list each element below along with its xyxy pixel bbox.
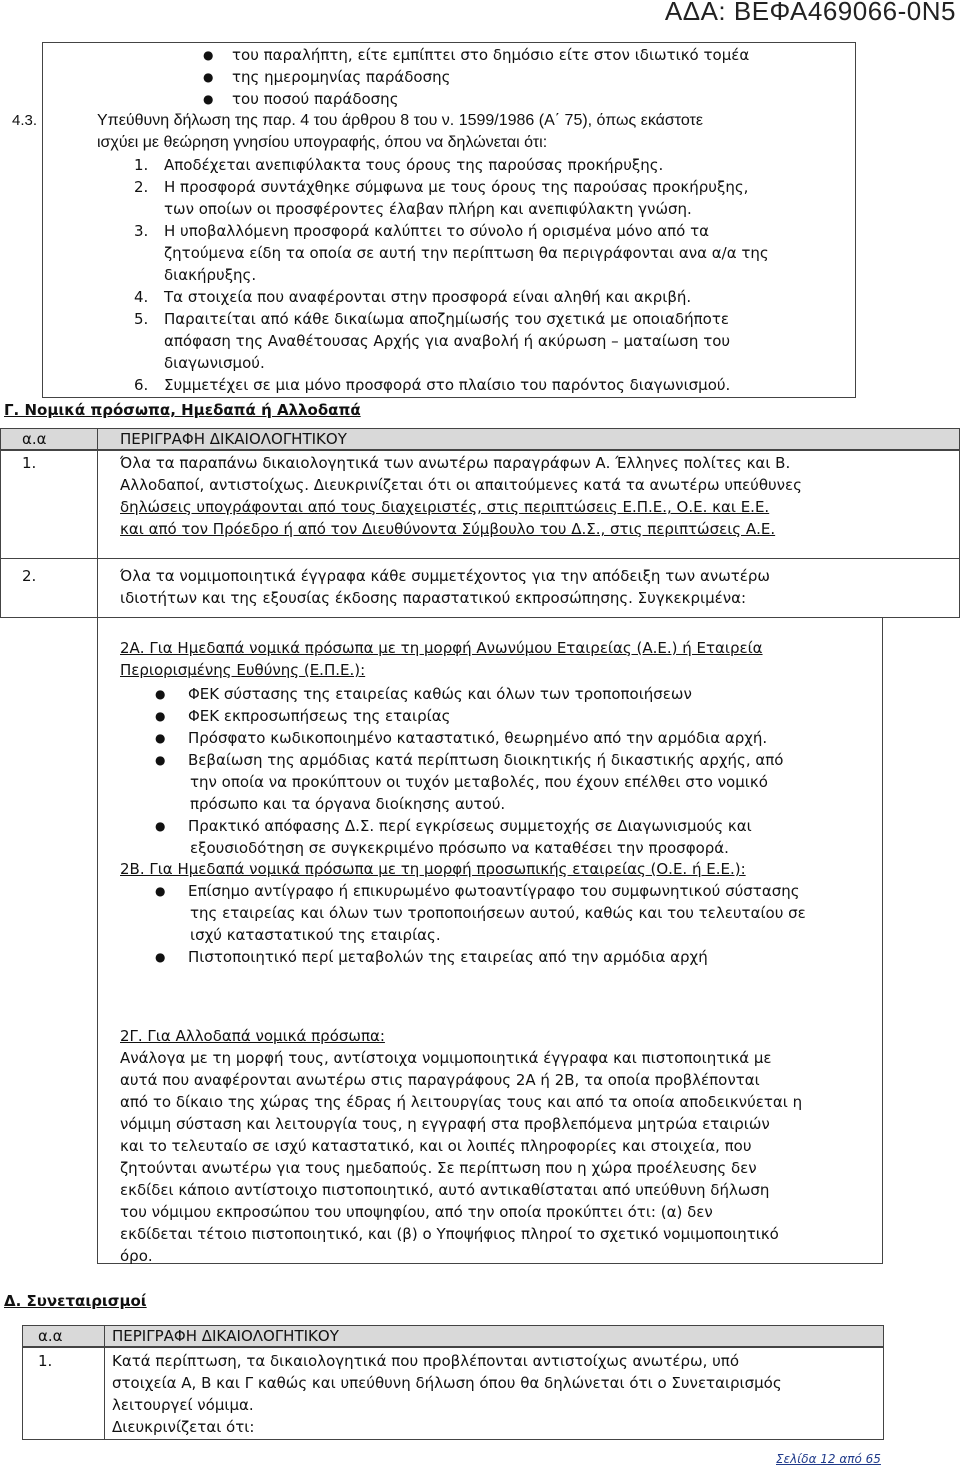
table-g-row2-num: 2. xyxy=(22,567,37,585)
paragraph-2c-line: εκδίδει κάποιο αντίστοιχο πιστοποιητικό, αυτό αντικαθίσταται από υπεύθυνη δήλωση xyxy=(120,1181,770,1199)
title-2b: 2Β. Για Ημεδαπά νομικά πρόσωπα με τη μορφή προσωπικής εταιρείας (Ο.Ε. ή Ε.Ε.): xyxy=(120,860,746,878)
table-d-row1-num: 1. xyxy=(38,1352,53,1370)
table-d-row1-line: λειτουργεί νόμιμα. xyxy=(112,1396,254,1414)
table-g-col-desc: ΠΕΡΙΓΡΑΦΗ ΔΙΚΑΙΟΛΟΓΗΤΙΚΟΥ xyxy=(120,430,347,448)
bullet-icon: ● xyxy=(155,753,166,767)
bullet-2a-text: πρόσωπο και τα όργανα διοίκησης αυτού. xyxy=(190,795,506,813)
table-g-col-aa: α.α xyxy=(22,430,47,448)
bullet-icon: ● xyxy=(155,687,166,701)
paragraph-2c-line: νόμιμη σύσταση και λειτουργία τους, η εγγραφή στα προβλεπόμενα μητρώα εταιριών xyxy=(120,1115,770,1133)
title-2c: 2Γ. Για Αλλοδαπά νομικά πρόσωπα: xyxy=(120,1027,385,1045)
paragraph-2c-line: από το δίκαιο της χώρας της έδρας ή λειτουργίας τους και από τα οποία αποδεικνύεται η xyxy=(120,1093,803,1111)
table-g-row2-line: Όλα τα νομιμοποιητικά έγγραφα κάθε συμμετέχοντος για την απόδειξη των ανωτέρω xyxy=(120,567,770,585)
title-2a-line1: 2Α. Για Ημεδαπά νομικά πρόσωπα με τη μορφή Ανωνύμου Εταιρείας (Α.Ε.) ή Εταιρεία xyxy=(120,639,763,657)
bullet-icon: ● xyxy=(203,48,214,62)
table-g-row1-line: και από τον Πρόεδρο ή από τον Διευθύνοντα Σύμβουλο του Δ.Σ., στις περιπτώσεις Α.Ε. xyxy=(120,520,776,538)
bullet-2a-text: Πρακτικό απόφασης Δ.Σ. περί εγκρίσεως συμμετοχής σε Διαγωνισμούς και xyxy=(188,817,752,835)
declaration-text: Η υποβαλλόμενη προσφορά καλύπτει το σύνολο ή ορισμένα μόνο από τα xyxy=(164,222,710,240)
bullet-2a-text: ΦΕΚ εκπροσωπήσεως της εταιρίας xyxy=(188,707,451,725)
table-g-row-sep xyxy=(0,558,960,559)
table-d-divider xyxy=(104,1325,105,1440)
bullet-2a-text: Βεβαίωση της αρμόδιας κατά περίπτωση διοικητικής ή δικαστικής αρχής, από xyxy=(188,751,784,769)
bullet-2a-text: ΦΕΚ σύστασης της εταιρείας καθώς και όλων των τροποποιήσεων xyxy=(188,685,692,703)
declaration-number: 5. xyxy=(134,310,149,328)
table-d-row1-line: Κατά περίπτωση, τα δικαιολογητικά που προβλέπονται αντιστοίχως ανωτέρω, υπό xyxy=(112,1352,740,1370)
declaration-text: διαγωνισμού. xyxy=(164,354,265,372)
bullet-icon: ● xyxy=(203,92,214,106)
table-d-row-sep xyxy=(22,1347,884,1348)
paragraph-2c-line: ζητούνται ανωτέρω για τους ημεδαπούς. Σε περίπτωση που η χώρα προέλευσης δεν xyxy=(120,1159,757,1177)
paragraph-2c-line: όρο. xyxy=(120,1247,153,1265)
declaration-number: 6. xyxy=(134,376,149,394)
declaration-text: Συμμετέχει σε μια μόνο προσφορά στο πλαίσιο του παρόντος διαγωνισμού. xyxy=(164,376,731,394)
declaration-number: 2. xyxy=(134,178,149,196)
section-g-heading: Γ. Νομικά πρόσωπα, Ημεδαπά ή Αλλοδαπά xyxy=(4,401,361,419)
table-d-row1-line: Διευκρινίζεται ότι: xyxy=(112,1418,255,1436)
top-bullet-2: της ημερομηνίας παράδοσης xyxy=(232,68,451,86)
paragraph-2c-line: και το τελευταίο σε ισχύ καταστατικό, και οι λοιπές πληροφορίες και στοιχεία, που xyxy=(120,1137,752,1155)
item-43-line1: Υπεύθυνη δήλωση της παρ. 4 του άρθρου 8 του ν. 1599/1986 (Α΄ 75), όπως εκάστοτε xyxy=(97,112,703,129)
declaration-text: Αποδέχεται ανεπιφύλακτα τους όρους της παρούσας προκήρυξης. xyxy=(164,156,664,174)
declaration-text: Παραιτείται από κάθε δικαίωμα αποζημίωσής του σχετικά με οποιαδήποτε xyxy=(164,310,729,328)
declaration-text: ζητούμενα είδη τα οποία σε αυτή την περίπτωση θα περιγράφονται ανα α/α της xyxy=(164,244,769,262)
bullet-2a-text: εξουσιοδότηση σε συγκεκριμένο πρόσωπο να καταθέσει την προσφορά. xyxy=(190,839,729,857)
bullet-2b-text: Επίσημο αντίγραφο ή επικυρωμένο φωτοαντίγραφο του συμφωνητικού σύστασης xyxy=(188,882,800,900)
title-2a-line2: Περιορισμένης Ευθύνης (Ε.Π.Ε.): xyxy=(120,661,366,679)
table-g-row1-num: 1. xyxy=(22,454,37,472)
table-g-row1-line: Αλλοδαποί, αντιστοίχως. Διευκρινίζεται ότι οι απαιτούμενες κατά τα ανωτέρω υπεύθυνες xyxy=(120,476,802,494)
table-g-row-sep xyxy=(0,450,960,451)
ada-code: ΑΔΑ: ΒΕΦΑ469066-0Ν5 xyxy=(664,0,956,26)
bullet-icon: ● xyxy=(155,819,166,833)
top-bullet-1: του παραλήπτη, είτε εμπίπτει στο δημόσιο είτε στον ιδιωτικό τομέα xyxy=(232,46,750,64)
table-g-row1-line: δηλώσεις υπογράφονται από τους διαχειριστές, στις περιπτώσεις Ε.Π.Ε., Ο.Ε. και Ε.Ε. xyxy=(120,498,770,516)
table-d-row1-line: στοιχεία Α, Β και Γ καθώς και υπεύθυνη δήλωση όπου θα δηλώνεται ότι ο Συνεταιρισμός xyxy=(112,1374,782,1392)
table-g-divider xyxy=(97,428,98,618)
bullet-icon: ● xyxy=(155,884,166,898)
page-number: Σελίδα 12 από 65 xyxy=(776,1452,881,1466)
section-d-heading: Δ. Συνεταιρισμοί xyxy=(4,1292,147,1310)
bullet-2b-text: ισχύ καταστατικού της εταιρίας. xyxy=(190,926,441,944)
paragraph-2c-line: εκδίδεται τέτοιο πιστοποιητικό, και (β) ο Υποψήφιος πληροί το σχετικό νομιμοποιητικό xyxy=(120,1225,779,1243)
bullet-icon: ● xyxy=(155,950,166,964)
table-d-col-aa: α.α xyxy=(38,1327,63,1345)
table-g-row2-line: ιδιοτήτων και της εξουσίας έκδοσης παραστατικού εκπροσώπησης. Συγκεκριμένα: xyxy=(120,589,747,607)
bullet-icon: ● xyxy=(155,731,166,745)
paragraph-2c-line: αυτά που αναφέρονται ανωτέρω στις παραγράφους 2Α ή 2Β, τα οποία προβλέπονται xyxy=(120,1071,760,1089)
table-d-col-desc: ΠΕΡΙΓΡΑΦΗ ΔΙΚΑΙΟΛΟΓΗΤΙΚΟΥ xyxy=(112,1327,339,1345)
declaration-text: απόφαση της Αναθέτουσας Αρχής για αναβολή ή ακύρωση – ματαίωση του xyxy=(164,332,731,350)
declaration-number: 4. xyxy=(134,288,149,306)
bullet-2a-text: Πρόσφατο κωδικοποιημένο καταστατικό, θεωρημένο από την αρμόδια αρχή. xyxy=(188,729,768,747)
bullet-icon: ● xyxy=(155,709,166,723)
declaration-text: Τα στοιχεία που αναφέρονται στην προσφορά είναι αληθή και ακριβή. xyxy=(164,288,692,306)
declaration-text: Η προσφορά συντάχθηκε σύμφωνα με τους όρους της παρούσας προκήρυξης, xyxy=(164,178,749,196)
paragraph-2c-line: Ανάλογα με τη μορφή τους, αντίστοιχα νομιμοποιητικά έγγραφα και πιστοποιητικά με xyxy=(120,1049,772,1067)
item-43-line2: ισχύει με θεώρηση γνησίου υπογραφής, όπου να δηλώνεται ότι: xyxy=(97,134,548,151)
paragraph-2c-line: του νόμιμου εκπροσώπου του υποψηφίου, από την οποία προκύπτει ότι: (α) δεν xyxy=(120,1203,713,1221)
declaration-text: των οποίων οι προσφέροντες έλαβαν πλήρη και ανεπιφύλακτη γνώση. xyxy=(164,200,692,218)
bullet-2b-text: Πιστοποιητικό περί μεταβολών της εταιρείας από την αρμόδια αρχή xyxy=(188,948,708,966)
item-43-number: 4.3. xyxy=(12,112,38,129)
bullet-2a-text: την οποία να προκύπτουν οι τυχόν μεταβολές, που έχουν επέλθει στο νομικό xyxy=(190,773,768,791)
declaration-number: 1. xyxy=(134,156,149,174)
declaration-number: 3. xyxy=(134,222,149,240)
declaration-text: διακήρυξης. xyxy=(164,266,257,284)
bullet-icon: ● xyxy=(203,70,214,84)
bullet-2b-text: της εταιρείας και όλων των τροποποιήσεων αυτού, καθώς και του τελευταίου σε xyxy=(190,904,806,922)
top-bullet-3: του ποσού παράδοσης xyxy=(232,90,399,108)
table-g-row1-line: Όλα τα παραπάνω δικαιολογητικά των ανωτέρω παραγράφων Α. Έλληνες πολίτες και Β. xyxy=(120,454,791,472)
